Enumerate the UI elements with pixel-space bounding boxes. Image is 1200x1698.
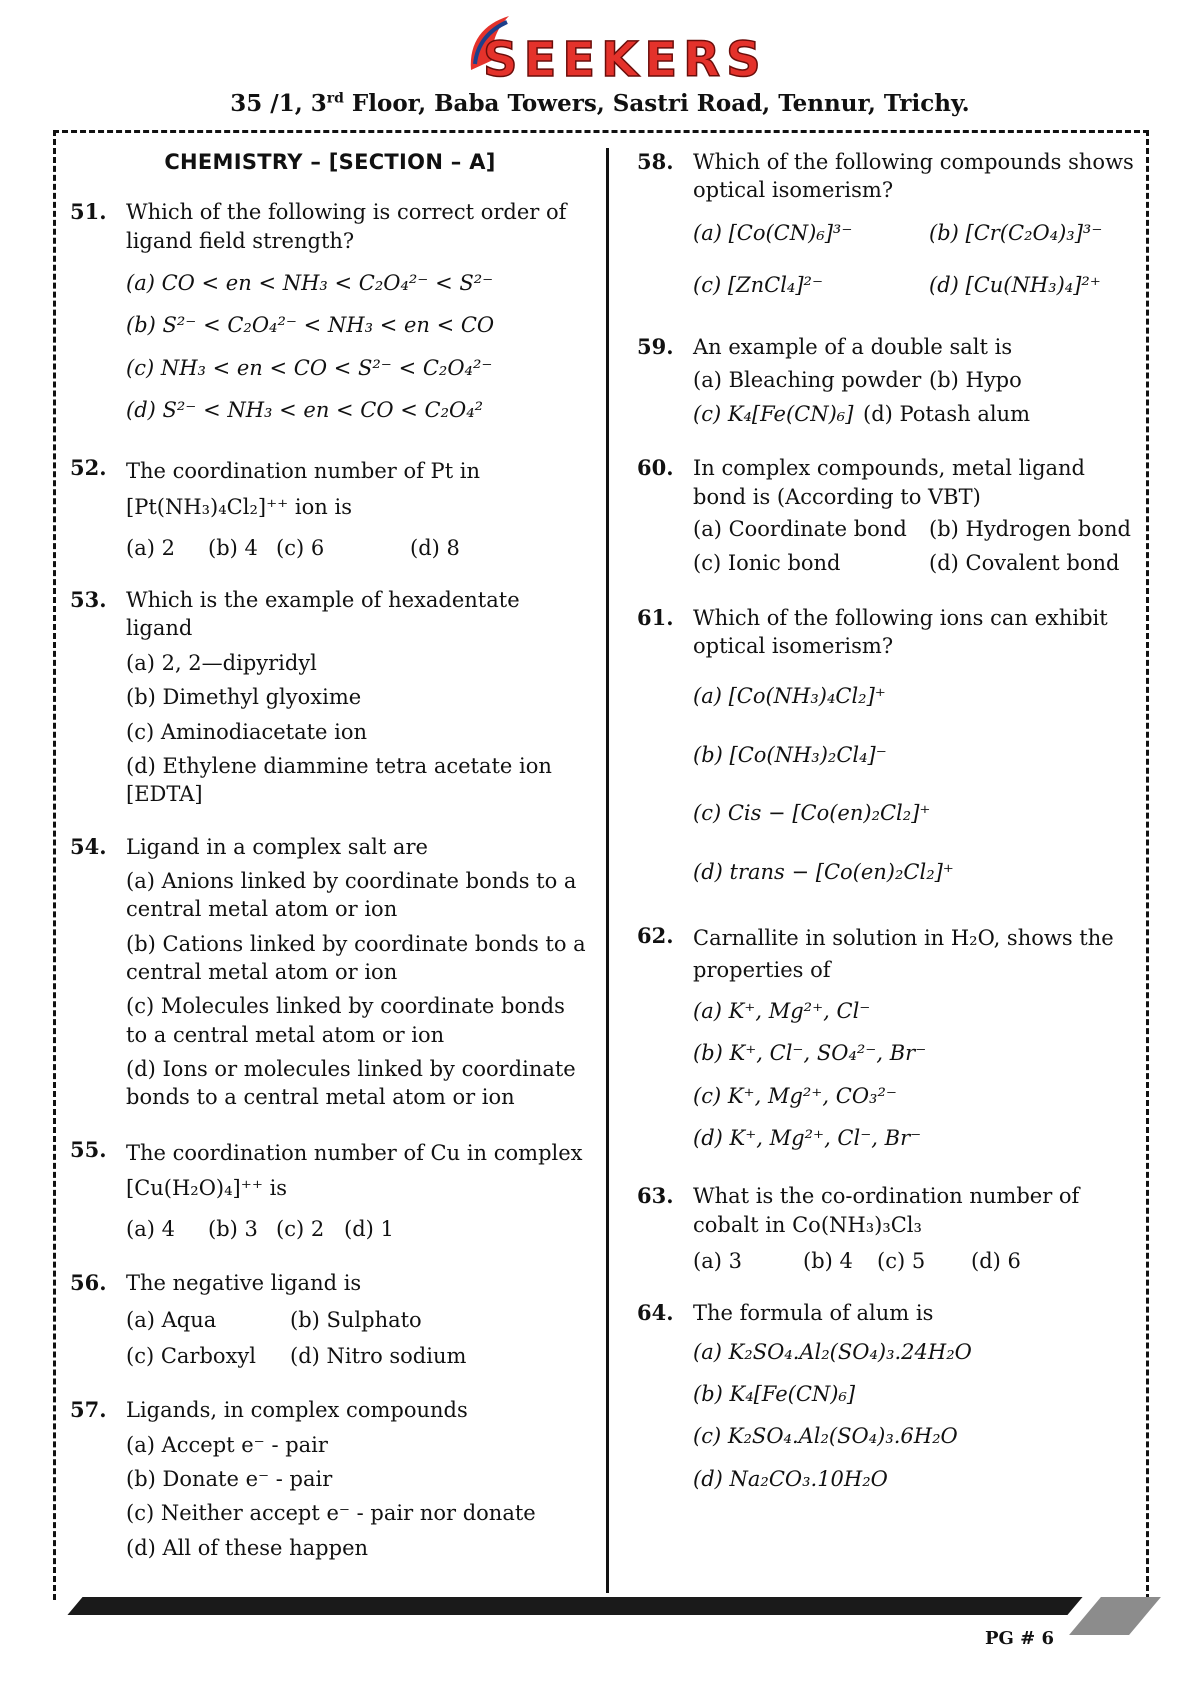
option-a: (a) Bleaching powder xyxy=(693,367,922,392)
option-c: (c) K⁺, Mg²⁺, CO₃²⁻ xyxy=(693,1083,897,1108)
option-d: (d) Na₂CO₃.10H₂O xyxy=(693,1466,888,1491)
option-d: (d) Covalent bond xyxy=(929,551,1120,576)
question-59: 59. An example of a double salt is (a) Bleaching powder (b) Hypo (c) K₄[Fe(CN)₆] (d) Potash alum xyxy=(637,333,1137,428)
option-b: (b) S²⁻ < C₂O₄²⁻ < NH₃ < en < CO xyxy=(126,313,495,338)
option-d: (d) [Cu(NH₃)₄]²⁺ xyxy=(929,273,1101,298)
option-b: (b) K₄[Fe(CN)₆] xyxy=(693,1382,856,1407)
option-d: (d) Potash alum xyxy=(863,402,1031,427)
option-d: (d) All of these happen xyxy=(126,1535,369,1560)
option-d: (d) K⁺, Mg²⁺, Cl⁻, Br⁻ xyxy=(693,1125,922,1150)
option-c: (c) Molecules linked by coordinate bonds to a central metal atom or ion xyxy=(126,994,565,1047)
option-a: (a) K₂SO₄.Al₂(SO₄)₃.24H₂O xyxy=(693,1339,972,1364)
option-a: (a) CO < en < NH₃ < C₂O₄²⁻ < S²⁻ xyxy=(126,271,494,296)
question-text: What is the co-ordination number of cobalt in Co(NH₃)₃Cl₃ xyxy=(693,1184,1080,1237)
option-b: (b) 4 xyxy=(803,1249,853,1273)
question-56: 56. The negative ligand is (a) Aqua (b) Sulphato (c) Carboxyl (d) Nitro sodium xyxy=(70,1269,590,1370)
left-column xyxy=(70,148,590,1582)
question-text: Ligand in a complex salt are xyxy=(126,834,428,859)
question-60: 60. In complex compounds, metal ligand bond is (According to VBT) (a) Coordinate bond (b) Hydrogen bond (c) Ionic bond (d) Covalent bond xyxy=(637,454,1137,577)
seekers-logo xyxy=(455,12,767,92)
option-b: (b) Cations linked by coordinate bonds to a central metal atom or ion xyxy=(126,931,586,984)
option-d: (d) 1 xyxy=(344,1217,394,1241)
option-a: (a) Coordinate bond xyxy=(693,517,907,542)
brand-name: SEEKERS xyxy=(483,32,767,88)
question-text: An example of a double salt is xyxy=(693,335,1013,360)
option-c: (c) Ionic bond xyxy=(693,551,841,576)
option-a: (a) 3 xyxy=(693,1249,742,1273)
option-a: (a) [Co(CN)₆]³⁻ xyxy=(693,220,853,245)
option-c: (c) K₂SO₄.Al₂(SO₄)₃.6H₂O xyxy=(693,1424,958,1449)
option-b: (b) 4 xyxy=(208,535,258,560)
question-text: Which of the following is correct order of ligand field strength? xyxy=(126,200,567,253)
option-a: (a) K⁺, Mg²⁺, Cl⁻ xyxy=(693,998,871,1023)
question-64: 64. The formula of alum is (a) K₂SO₄.Al₂(SO₄)₃.24H₂O (b) K₄[Fe(CN)₆] (c) K₂SO₄.Al₂(SO₄)₃.6H₂O (d) Na₂CO₃.10H₂O xyxy=(637,1299,1137,1493)
option-c: (c) 6 xyxy=(276,535,325,560)
option-b: (b) Dimethyl glyoxime xyxy=(126,685,362,710)
option-d: (d) Ethylene diammine tetra acetate ion [EDTA] xyxy=(126,753,552,807)
option-a: (a) 4 xyxy=(126,1217,175,1241)
question-text: The coordination number of Pt in [Pt(NH₃)₄Cl₂]⁺⁺ ion is xyxy=(126,459,481,520)
question-58: 58. Which of the following compounds shows optical isomerism? (a) [Co(CN)₆]³⁻ (b) [Cr(C₂O₄)₃]³⁻ (c) [ZnCl₄]²⁻ (d) [Cu(NH₃)₄]²⁺ xyxy=(637,148,1137,299)
option-b: (b) Hypo xyxy=(929,367,1022,392)
question-text: Which of the following compounds shows optical isomerism? xyxy=(693,150,1134,203)
option-a: (a) Anions linked by coordinate bonds to a central metal atom or ion xyxy=(126,868,577,922)
option-a: (a) 2, 2—dipyridyl xyxy=(126,650,317,675)
option-a: (a) 2 xyxy=(126,535,175,560)
option-c: (c) Cis − [Co(en)₂Cl₂]⁺ xyxy=(693,801,931,826)
column-divider xyxy=(606,148,609,1593)
option-c: (c) Neither accept e⁻ - pair nor donate xyxy=(126,1501,536,1526)
question-text: The formula of alum is xyxy=(693,1301,934,1326)
option-b: (b) 3 xyxy=(208,1217,258,1241)
page-number: PG # 6 xyxy=(985,1628,1055,1649)
question-61: 61. Which of the following ions can exhibit optical isomerism? (a) [Co(NH₃)₄Cl₂]⁺ (b) [Co(NH₃)₂Cl₄]⁻ (c) Cis − [Co(en)₂Cl₂]⁺ (d) trans − [Co(en)₂Cl₂]⁺ xyxy=(637,604,1137,886)
question-text: Carnallite in solution in H₂O, shows the properties of xyxy=(693,925,1114,983)
option-b: (b) K⁺, Cl⁻, SO₄²⁻, Br⁻ xyxy=(693,1041,927,1066)
option-b: (b) [Co(NH₃)₂Cl₄]⁻ xyxy=(693,742,887,767)
question-53: 53. Which is the example of hexadentate ligand (a) 2, 2—dipyridyl (b) Dimethyl glyoxime (c) Aminodiacetate ion (d) Ethylene diammine tetra acetate ion [EDTA] xyxy=(70,586,590,808)
footer-bar xyxy=(67,1597,1082,1615)
option-c: (c) 5 xyxy=(877,1249,926,1273)
option-b: (b) [Cr(C₂O₄)₃]³⁻ xyxy=(929,220,1103,245)
option-d: (d) Nitro sodium xyxy=(290,1344,467,1369)
option-b: (b) Donate e⁻ - pair xyxy=(126,1467,333,1492)
question-text: The negative ligand is xyxy=(126,1271,362,1296)
question-54: 54. Ligand in a complex salt are (a) Anions linked by coordinate bonds to a central metal atom or ion (b) Cations linked by coordinate bonds to a central metal atom or ion (c) Molecules linked by coordinate bonds to a central metal atom or ion (d) Ions or molecules linked by coordinate bonds to a central metal atom or ion xyxy=(70,833,590,1112)
footer-bar-accent xyxy=(1069,1597,1161,1635)
option-b: (b) Sulphato xyxy=(290,1307,422,1332)
option-c: (c) Aminodiacetate ion xyxy=(126,719,368,744)
question-text: Which of the following ions can exhibit optical isomerism? xyxy=(693,605,1108,659)
option-d: (d) 6 xyxy=(971,1249,1021,1273)
option-a: (a) [Co(NH₃)₄Cl₂]⁺ xyxy=(693,684,886,709)
question-text: The coordination number of Cu in complex [Cu(H₂O)₄]⁺⁺ is xyxy=(126,1140,583,1201)
question-text: Ligands, in complex compounds xyxy=(126,1398,468,1423)
option-b: (b) Hydrogen bond xyxy=(929,517,1131,542)
question-51: 51. Which of the following is correct order of ligand field strength? (a) CO < en < NH₃ < C₂O₄²⁻ < S²⁻ (b) S²⁻ < C₂O₄²⁻ < NH₃ < en < CO (c) NH₃ < en < CO < S²⁻ < C₂O₄²⁻ (d) S²⁻ < NH₃ < en < CO < C₂O₄² xyxy=(70,198,590,424)
option-d: (d) Ions or molecules linked by coordinate bonds to a central metal atom or ion xyxy=(126,1056,576,1110)
option-c: (c) Carboxyl xyxy=(126,1344,256,1369)
right-column xyxy=(637,148,1137,1513)
address: 35 /1, 3rd Floor, Baba Towers, Sastri Road, Tennur, Trichy. xyxy=(230,90,970,117)
option-d: (d) S²⁻ < NH₃ < en < CO < C₂O₄² xyxy=(126,398,484,423)
question-text: In complex compounds, metal ligand bond is (According to VBT) xyxy=(693,456,1085,509)
option-d: (d) trans − [Co(en)₂Cl₂]⁺ xyxy=(693,859,954,884)
option-a: (a) Aqua xyxy=(126,1307,217,1332)
option-c: (c) NH₃ < en < CO < S²⁻ < C₂O₄²⁻ xyxy=(126,355,493,380)
question-52: 52. The coordination number of Pt in [Pt(NH₃)₄Cl₂]⁺⁺ ion is (a) 2 (b) 4 (c) 6 (d) 8 xyxy=(70,454,590,562)
option-a: (a) Accept e⁻ - pair xyxy=(126,1432,328,1457)
question-text: Which is the example of hexadentate ligand xyxy=(126,588,520,641)
option-c: (c) K₄[Fe(CN)₆] xyxy=(693,402,854,427)
option-c: (c) [ZnCl₄]²⁻ xyxy=(693,273,824,298)
option-c: (c) 2 xyxy=(276,1217,325,1241)
question-55: 55. The coordination number of Cu in complex [Cu(H₂O)₄]⁺⁺ is (a) 4 (b) 3 (c) 2 (d) 1 xyxy=(70,1136,590,1244)
section-title: CHEMISTRY – [SECTION – A] xyxy=(164,150,496,174)
option-d: (d) 8 xyxy=(410,535,460,560)
question-62: 62. Carnallite in solution in H₂O, shows the properties of (a) K⁺, Mg²⁺, Cl⁻ (b) K⁺, Cl⁻, SO₄²⁻, Br⁻ (c) K⁺, Mg²⁺, CO₃²⁻ (d) K⁺, Mg²⁺, Cl⁻, Br⁻ xyxy=(637,922,1137,1152)
question-63: 63. What is the co-ordination number of cobalt in Co(NH₃)₃Cl₃ (a) 3 (b) 4 (c) 5 (d) 6 xyxy=(637,1182,1137,1275)
question-57: 57. Ligands, in complex compounds (a) Accept e⁻ - pair (b) Donate e⁻ - pair (c) Neither accept e⁻ - pair nor donate (d) All of these happen xyxy=(70,1396,590,1562)
